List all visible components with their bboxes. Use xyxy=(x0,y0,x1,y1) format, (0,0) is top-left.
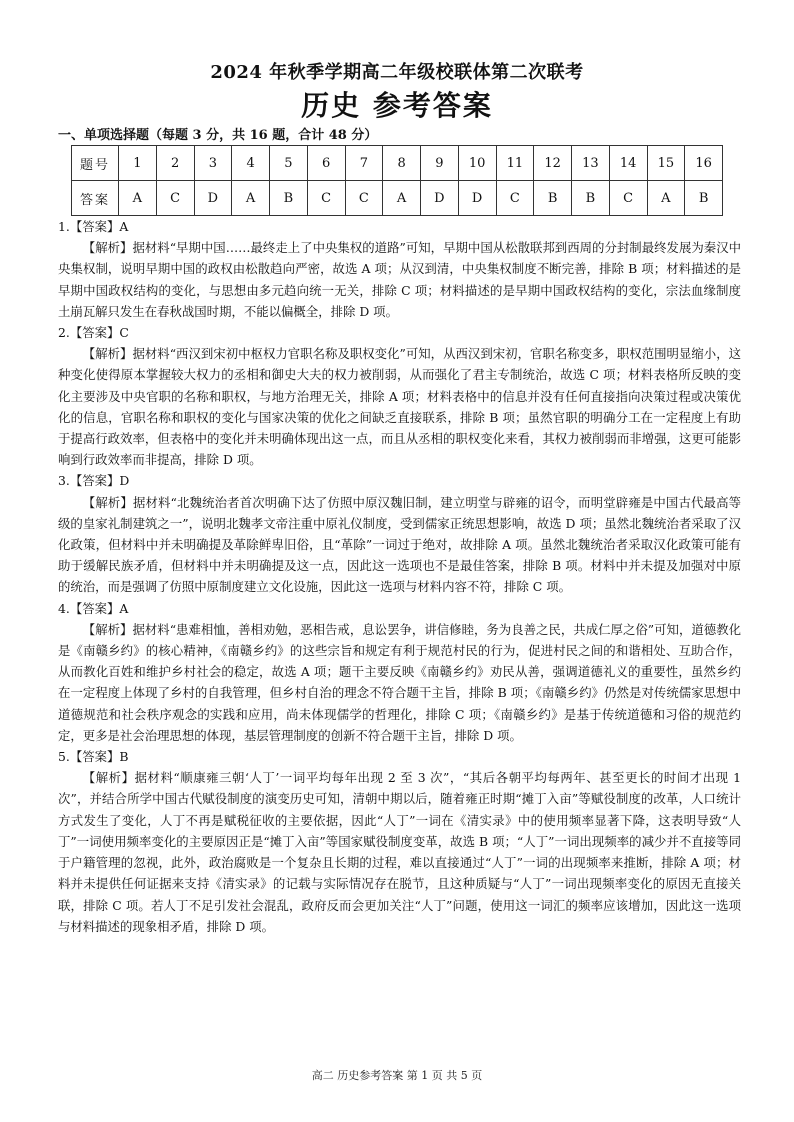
answer-cell: A xyxy=(383,181,421,216)
question-block xyxy=(58,598,741,746)
document-subtitle: 历史 参考答案 xyxy=(301,89,493,122)
answer-line: 1.【答案】A xyxy=(58,219,129,234)
answer-cell: B xyxy=(270,181,308,216)
question-number: 1 xyxy=(119,146,157,181)
question-number: 10 xyxy=(458,146,496,181)
question-block xyxy=(58,216,741,322)
answer-cell: A xyxy=(232,181,270,216)
explanation-text: 【解析】据材料“顺康雍三朝‘人丁’一词平均每年出现 2 至 3 次”，“其后各朝平均每两年、甚至更长的时间才出现 1 次”，并结合所学中国古代赋役制度的演变历史可知，清朝中期以后，随着雍正时期“摊丁入亩”等赋役制度的改革，人口统计方式发生了变化，人丁不再是赋税征收的主要依据，因此“人丁”一词在《清实录》中的使用频率显著下降，这表明导致“人丁”一词使用频率变化的主要原因正是“摊丁入亩”等国家赋役制度变革，故选 B 项；“人丁”一词出现频率的减少并不直接等同于户籍管理的忽视，此外，政治腐败是一个复杂且长期的过程，难以直接通过“人丁”一词的出现频率来推断，排除 A 项；材料并未提供任何证据来支持《清实录》的记载与实际情况存在脱节，且这种质疑与“人丁”一词出现频率变化的原因无直接关联，排除 C 项。若人丁不足引发社会混乱，政府反而会更加关注“人丁”问题，使用这一词汇的频率应该增加，因此这一选项与材料描述的现象相矛盾，排除 D 项。 xyxy=(58,770,741,934)
explanation-text: 【解析】据材料“北魏统治者首次明确下达了仿照中原汉魏旧制，建立明堂与辟雍的诏令，而明堂辟雍是中国古代最高等级的皇家礼制建筑之一”，说明北魏孝文帝注重中原礼仪制度，受到儒家正统思想影响，故选 D 项；虽然北魏统治者采取了汉化政策，但材料中并未明确提及革除鲜卑旧俗，且“革除”一词过于绝对，故排除 A 项。虽然北魏统治者采取汉化政策可能有助于缓解民族矛盾，但材料中并未明确提及这一点，因此这一选项也不是最佳答案，排除 B 项。材料中并未提及加强对中原的统治，而是强调了仿照中原制度建立文化设施，因此这一选项与材料内容不符，排除 C 项。 xyxy=(58,494,741,595)
question-number: 14 xyxy=(609,146,647,181)
question-number: 16 xyxy=(685,146,723,181)
answer-cell: D xyxy=(194,181,232,216)
answer-cell: D xyxy=(421,181,459,216)
question-number: 3 xyxy=(194,146,232,181)
answer-cell: B xyxy=(685,181,723,216)
answer-cell: C xyxy=(496,181,534,216)
answer-cell: D xyxy=(458,181,496,216)
question-number: 7 xyxy=(345,146,383,181)
explanations xyxy=(58,216,741,937)
answer-cell: C xyxy=(345,181,383,216)
answer-line: 5.【答案】B xyxy=(58,749,129,765)
question-number: 13 xyxy=(572,146,610,181)
answer-cell: A xyxy=(647,181,685,216)
explanation-text: 【解析】据材料“患难相恤，善相劝勉，恶相告戒，息讼罢争，讲信修睦，务为良善之民，共成仁厚之俗”可知，道德教化是《南赣乡约》的核心精神，《南赣乡约》的这些宗旨和规定有利于规范村民的行为，促进村民之间的和谐相处、互助合作，从而教化百姓和维护乡村社会的稳定，故选 A 项；题干主要反映《南赣乡约》劝民从善，强调道德礼义的重要性，虽然乡约在一定程度上体现了乡村的自我管理，但乡村自治的理念不符合题干主旨，排除 B 项；《南赣乡约》仍然是对传统儒家思想中道德规范和社会秩序观念的实践和应用，尚未体现儒学的哲理化，排除 C 项；《南赣乡约》是基于传统道德和习俗的规范约定，更多是社会治理思想的体现，基层管理制度的创新不符合题干主旨，排除 D 项。 xyxy=(58,621,741,743)
question-number: 8 xyxy=(383,146,421,181)
question-number: 2 xyxy=(156,146,194,181)
question-number: 6 xyxy=(307,146,345,181)
explanation-text: 【解析】据材料“西汉到宋初中枢权力官职名称及职权变化”可知，从西汉到宋初，官职名称变多，职权范围明显缩小，这种变化使得原本掌握较大权力的丞相和御史大夫的权力被削弱，从而强化了君主专制统治，故选 C 项；材料表格所反映的变化主要涉及中央官职的名称和职权，与地方治理无关，排除 A 项；材料表格中的信息并没有任何直接指向决策过程或决策优化的信息，官职名称和职权的变化与国家决策的优化之间缺乏直接联系，排除 B 项；虽然官职的明确分工在一定程度上有助于提高行政效率，但表格中的变化并未明确体现出这一点，而且从丞相的职权变化来看，其权力被削弱而非增强，这更可能影响到行政效率而非提高，排除 D 项。 xyxy=(58,346,741,468)
answer-table xyxy=(71,145,723,216)
section-heading: 一、单项选择题（每题 3 分，共 16 题，合计 48 分） xyxy=(58,128,378,143)
page-footer: 高二 历史参考答案 第 1 页 共 5 页 xyxy=(311,1069,483,1082)
question-number: 12 xyxy=(534,146,572,181)
question-number: 11 xyxy=(496,146,534,181)
answer-cell: C xyxy=(307,181,345,216)
explanation-text: 【解析】据材料“早期中国……最终走上了中央集权的道路”可知，早期中国从松散联邦到西周的分封制最终发展为秦汉中央集权制，说明早期中国的政权由松散趋向严密，故选 A 项；从汉到清，中央集权制度不断完善，排除 B 项；材料描述的是早期中国政权结构的变化，与思想由多元趋向统一无关，排除 C 项；材料描述的是早期中国政权结构的变化，宗法血缘制度土崩瓦解只发生在春秋战国时期，不能以偏概全，排除 D 项。 xyxy=(58,240,741,319)
question-number: 9 xyxy=(421,146,459,181)
row-label-number: 题号 xyxy=(72,146,119,181)
question-number-row xyxy=(72,146,723,181)
answer-cell: C xyxy=(609,181,647,216)
exam-title: 2024 年秋季学期高二年级校联体第二次联考 xyxy=(210,62,584,83)
answer-cell: A xyxy=(119,181,157,216)
question-number: 15 xyxy=(647,146,685,181)
question-number: 5 xyxy=(270,146,308,181)
answer-cell: B xyxy=(534,181,572,216)
answer-cell: C xyxy=(156,181,194,216)
answer-row xyxy=(72,181,723,216)
question-block xyxy=(58,746,741,937)
row-label-answer: 答案 xyxy=(72,181,119,216)
answer-line: 4.【答案】A xyxy=(58,600,129,616)
question-block xyxy=(58,470,741,597)
answer-line: 3.【答案】D xyxy=(58,473,130,489)
question-block xyxy=(58,322,741,470)
question-number: 4 xyxy=(232,146,270,181)
answer-cell: B xyxy=(572,181,610,216)
answer-line: 2.【答案】C xyxy=(58,325,129,341)
